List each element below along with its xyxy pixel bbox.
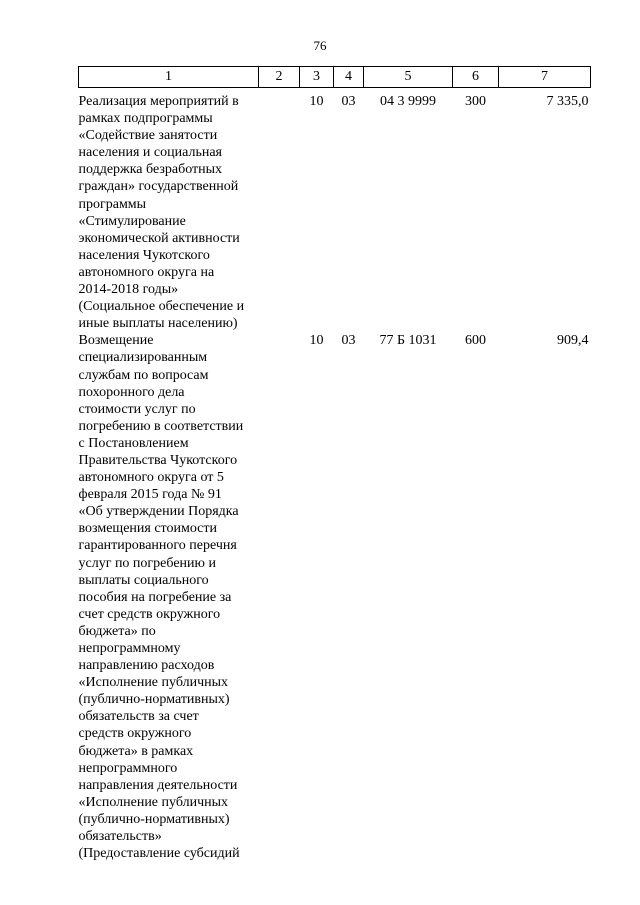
table-row [79, 332, 591, 862]
description-line: (публично-нормативных) [78, 811, 230, 827]
cell-c2 [259, 332, 300, 862]
description-line: стоимости услуг по [78, 401, 196, 417]
table-row [79, 88, 591, 333]
description-line: иные выплаты населению) [78, 316, 238, 332]
description-line: службам по вопросам [78, 367, 209, 383]
column-header: 2 [259, 67, 300, 88]
description-line: «Стимулирование [78, 213, 186, 229]
description-line: «Исполнение публичных [78, 675, 229, 691]
description-line: обязательств» [78, 829, 162, 845]
cell-c7: 7 335,0 [546, 94, 589, 109]
page-number: 76 [313, 38, 327, 53]
description-line: выплаты социального [78, 572, 209, 588]
description-line: непрограммному [78, 641, 181, 656]
column-header: 7 [499, 67, 591, 88]
description-line: с Постановлением [78, 435, 189, 451]
description-line: направлению расходов [78, 658, 215, 674]
cell-c5: 77 Б 1031 [379, 333, 437, 349]
cell-c6: 600 [465, 333, 486, 349]
cell-c4: 03 [341, 333, 356, 349]
description-line: похоронного дела [78, 384, 185, 400]
description-line: экономической активности [78, 230, 240, 246]
description-line: пособия на погребение за [78, 589, 232, 605]
column-header: 1 [79, 67, 259, 88]
description-line: направления деятельности [78, 777, 238, 793]
description-line: граждан» государственной [78, 179, 239, 195]
description-line: гарантированного перечня [78, 538, 237, 554]
column-header: 4 [334, 67, 364, 88]
description-line: обязательств за счет [78, 709, 199, 725]
description-line: автономного округа от 5 [78, 470, 224, 486]
description-line: услуг по погребению и [78, 555, 216, 571]
cell-c4: 03 [341, 94, 356, 109]
cell-c2 [259, 88, 300, 333]
column-header: 6 [453, 67, 499, 88]
row-description [79, 88, 259, 333]
cell-c7: 909,4 [557, 333, 589, 349]
cell-c5: 04 3 9999 [380, 94, 436, 109]
cell-c3: 10 [309, 333, 324, 349]
description-line: населения и социальная [78, 145, 222, 161]
cell-c6: 300 [465, 94, 486, 109]
description-line: автономного округа на [78, 264, 215, 280]
description-line: населения Чукотского [78, 247, 210, 263]
description-line: погребению в соответствии [78, 418, 244, 434]
description-line: средств окружного [78, 726, 192, 742]
header-row [79, 67, 591, 88]
description-line: «Об утверждении Порядка [78, 504, 239, 520]
description-line: 2014-2018 годы» [78, 282, 179, 298]
description-line: Правительства Чукотского [78, 452, 238, 468]
description-line: бюджета» в рамках [78, 743, 194, 759]
description-line: «Исполнение публичных [78, 794, 229, 810]
description-line: поддержка безработных [78, 162, 223, 178]
row-description [79, 332, 259, 862]
description-line: непрограммного [78, 760, 178, 776]
description-line: счет средств окружного [78, 606, 221, 622]
description-line: Возмещение [78, 333, 154, 349]
description-line: рамках подпрограммы [78, 111, 213, 127]
cell-c3: 10 [309, 94, 324, 109]
description-line: бюджета» по [78, 623, 156, 639]
description-line: (публично-нормативных) [78, 692, 230, 708]
column-header: 3 [300, 67, 334, 88]
description-line: (Социальное обеспечение и [78, 299, 245, 315]
description-line: «Содействие занятости [78, 128, 218, 144]
description-line: программы [78, 196, 147, 212]
description-line: февраля 2015 года № 91 [78, 487, 222, 503]
description-line: (Предоставление субсидий [78, 846, 240, 862]
description-line: специализированным [78, 350, 208, 366]
description-line: Реализация мероприятий в [78, 94, 239, 109]
description-line: возмещения стоимости [78, 521, 218, 537]
column-header: 5 [364, 67, 453, 88]
budget-table [78, 66, 591, 862]
